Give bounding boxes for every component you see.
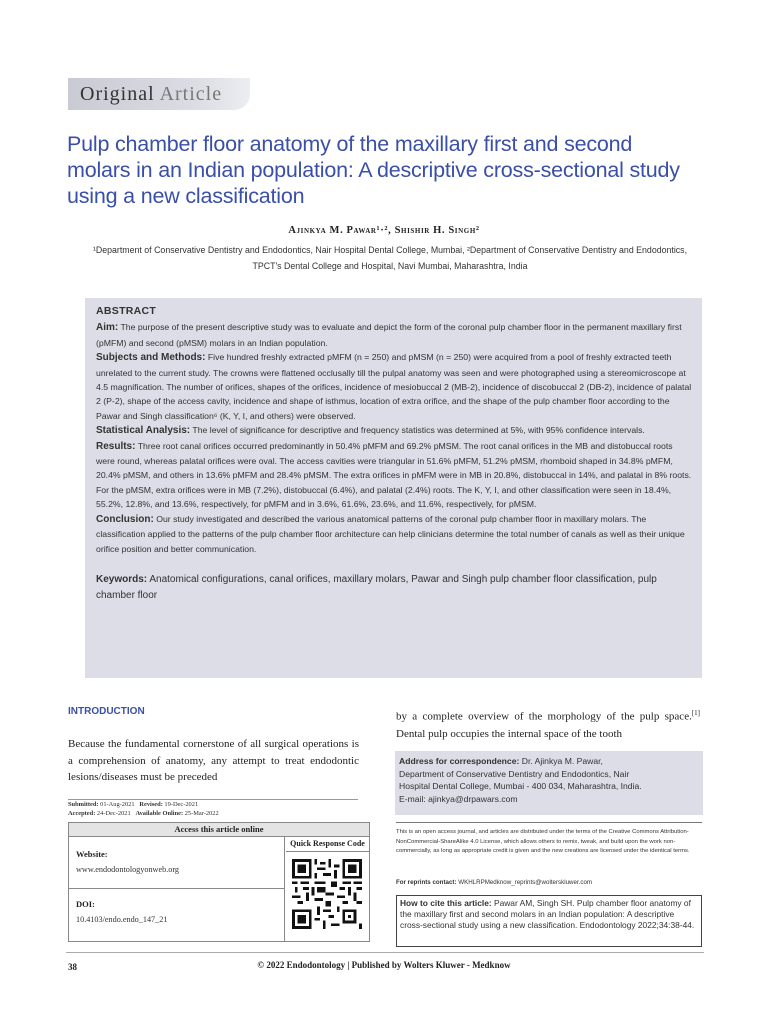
article-type-label	[80, 83, 222, 106]
abstract-methods	[96, 350, 693, 423]
stats-text: The level of significance for descriptive and frequency statistics was determined at 5%, with 95% confidence intervals.	[190, 425, 645, 436]
correspondence-name-line	[399, 755, 699, 768]
conclusion-text: Our study investigated and described the various anatomical patterns of the coronal pulp chamber floor in maxillary molars. The classification applied to the patterns of the pulp chamber floor architecture can help clinicians determine the total number of canals as well as their unique orifice position and better communication.	[96, 513, 685, 554]
article-title: Pulp chamber floor anatomy of the maxillary first and second molars in an Indian population: A descriptive cross-sectional study using a new classification	[67, 132, 680, 208]
author-list: Ajinkya M. Pawar¹·², Shishir H. Singh²	[288, 225, 480, 236]
doi-row	[69, 889, 284, 924]
abstract-stats	[96, 423, 693, 438]
citation-box	[396, 895, 702, 947]
revised-date: 19-Dec-2021	[162, 801, 199, 808]
access-online-box	[68, 822, 370, 942]
submitted-label: Submitted:	[68, 801, 99, 808]
dates-line2	[68, 810, 358, 819]
correspondence-box	[395, 751, 703, 815]
website-link[interactable]: www.endodontologyonweb.org	[76, 865, 180, 874]
correspondence-line2: Hospital Dental College, Mumbai - 400 034, Maharashtra, India.	[399, 781, 642, 792]
abstract-box	[85, 298, 702, 678]
results-text: Three root canal orifices occurred predominantly in 50.4% pMFM and 69.2% pMSM. The root canal orifices in the MB and distobuccal roots were round, whereas palatal orifices were oval. The access cavities were triangular in 51.6% pMFM, 51.2% pMSM, rhomboid shaped in 34.8% pMFM, 20.4% pMSM, and others in 13.6% pMFM and 28.4% pMSM. The extra orifices in pMFM were in MB in 20.8%, distobuccal in 14%, and palatal in 8% roots. For the pMSM, extra orifices were in MB (7.2%), distobuccal (6.4%), and palatal (2.4%) roots. The K, Y, I, and other classification were seen in 18.4%, 55.2%, 12.8%, and 13.6%, respectively, for pMFM and in 3.6%, 61.6%, 23.6%, and 11.6%, respectively, for pMSM.	[96, 440, 692, 510]
qr-code-icon[interactable]	[292, 859, 362, 929]
stats-label: Statistical Analysis:	[96, 425, 191, 437]
keywords-text: Anatomical configurations, canal orifices, maxillary molars, Pawar and Singh pulp chamber floor classification, pulp chamber floor	[96, 573, 657, 601]
abstract-heading: ABSTRACT	[96, 305, 157, 317]
aim-label: Aim:	[96, 322, 119, 334]
access-info	[69, 837, 285, 941]
abstract-results	[96, 439, 693, 512]
methods-label: Subjects and Methods:	[96, 352, 206, 364]
aim-text: The purpose of the present descriptive study was to evaluate and depict the form of the coronal pulp chamber floor in the permanent maxillary first (pMFM) and second (pMSM) molars in an Indian population.	[96, 322, 682, 348]
accepted-date: 24-Dec-2021	[95, 809, 131, 817]
reprints-label: For reprints contact:	[396, 879, 457, 886]
website-label: Website:	[76, 849, 108, 859]
correspondence-name: Dr. Ajinkya M. Pawar,	[519, 756, 603, 766]
license-notice: This is an open access journal, and articles are distributed under the terms of the Creative Commons Attribution-NonCommercial-ShareAlike 4.0 License, which allows others to remix, tweak, and build upon the work non-commercially, as long as appropriate credit is given and the new creations are licensed under the identical terms.	[396, 822, 702, 857]
article-type-word2: Article	[159, 83, 223, 105]
footer-divider	[66, 952, 704, 953]
article-dates	[68, 799, 358, 818]
reprints-contact	[396, 879, 702, 886]
intro-right-text2: Dental pulp occupies the internal space of the tooth	[396, 727, 623, 740]
affiliations: ¹Department of Conservative Dentistry and Endodontics, Nair Hospital Dental College, Mumbai, ²Department of Conservative Dentistry and Endodontics, TPCT's Dental College and Hospital, Navi Mumbai, Maharashtra, India	[92, 245, 688, 271]
reprints-email[interactable]: WKHLRPMedknow_reprints@wolterskluwer.com	[456, 879, 593, 886]
dates-line1	[68, 801, 358, 810]
submitted-date: 01-Aug-2021	[98, 801, 135, 808]
article-type-word1: Original	[80, 83, 155, 105]
correspondence-label: Address for correspondence:	[399, 756, 520, 766]
accepted-label: Accepted:	[68, 809, 96, 817]
methods-text: Five hundred freshly extracted pMFM (n = 250) and pMSM (n = 250) were acquired from a pool of freshly extracted teeth unrelated to the current study. The crowns were flattened occlusally till the pulpal anatomy was seen and were photographed using a stereomicroscope at 4.5 magnification. The number of orifices, shapes of the orifices, incidence of mesiobuccal 2 (MB-2), incidence of discobuccal 2 (DB-2), incidence of palatal 2 (P-2), shape of the access cavity, incidence and shape of isthmus, location of extra orifice, and the shape of the pulp chamber floor according to the Pawar and Singh classification⁶ (K, Y, I, and others) were observed.	[96, 352, 692, 421]
intro-right-text: by a complete overview of the morphology of the pulp space.	[396, 710, 692, 723]
abstract-aim	[96, 320, 693, 350]
keywords	[96, 572, 693, 604]
online-label: Available Online:	[135, 809, 184, 817]
doi-link[interactable]: 10.4103/endo.endo_147_21	[76, 915, 168, 924]
correspondence-email[interactable]: E-mail: ajinkya@drpawars.com	[399, 793, 518, 804]
website-row	[69, 837, 284, 889]
reference-link[interactable]: [1]	[691, 709, 700, 717]
access-heading: Access this article online	[69, 823, 369, 837]
cite-text: Pawar AM, Singh SH. Pulp chamber floor anatomy of the maxillary first and second molars in an Indian population: A descriptive cross-sectional study using a new classification. Endodontology 2022;34:38-44.	[400, 898, 695, 931]
qr-heading: Quick Response Code	[286, 837, 369, 852]
revised-label: Revised:	[139, 801, 163, 808]
doi-label: DOI:	[76, 899, 95, 909]
keywords-label: Keywords:	[96, 573, 148, 585]
introduction-text: Because the fundamental cornerstone of all surgical operations is a comprehension of anatomy, any attempt to treat endodontic lesions/diseases must be preceded	[68, 738, 359, 784]
abstract-conclusion	[96, 512, 693, 556]
footer-text: © 2022 Endodontology | Published by Wolters Kluwer - Medknow	[257, 960, 511, 970]
cite-label: How to cite this article:	[400, 898, 492, 908]
correspondence-line1: Department of Conservative Dentistry and Endodontics, Nair	[399, 768, 630, 779]
results-label: Results:	[96, 440, 136, 452]
conclusion-label: Conclusion:	[96, 513, 154, 525]
online-date: 25-Mar-2022	[183, 809, 219, 817]
page-number: 38	[68, 962, 77, 972]
introduction-continued	[396, 705, 700, 743]
introduction-heading: INTRODUCTION	[68, 706, 145, 717]
